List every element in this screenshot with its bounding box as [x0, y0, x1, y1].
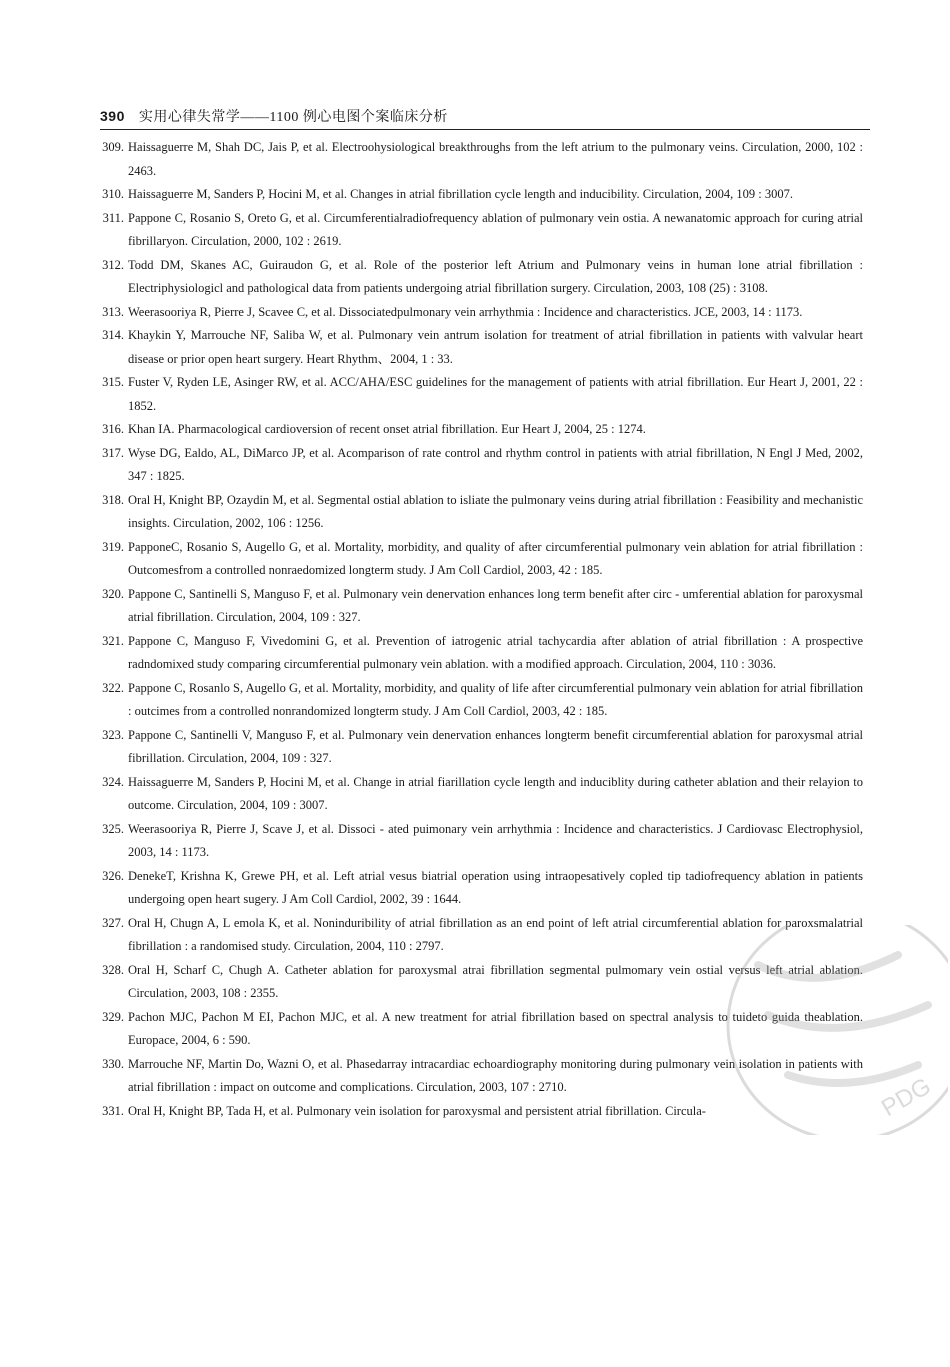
reference-number: 329. [102, 1009, 124, 1024]
reference-number: 326. [102, 868, 124, 883]
reference-item [88, 489, 863, 536]
reference-item [88, 254, 863, 301]
reference-text: Todd DM, Skanes AC, Guiraudon G, et al. Role of the posterior left Atrium and Pulmonary veins in human lone atrial fibrillation : Electriphysiologicl and pathological data from patients undergoing atrial fibrillation surgery. Circulation, 2003, 108 (25) : 3108. [128, 257, 863, 295]
reference-text: Pappone C, Santinelli V, Manguso F, et al. Pulmonary vein denervation enhances longterm benefit circumferential ablation for paroxysmal atrial fibrillation. Circulation, 2004, 109 : 327. [128, 727, 863, 765]
reference-text: PapponeC, Rosanio S, Augello G, et al. Mortality, morbidity, and quality of after circumferential pulmonary vein ablation for atrial fibrillation : Outcomesfrom a controlled nonraedomized longterm study. J Am Coll Cardiol, 2003, 42 : 185. [128, 539, 863, 577]
reference-number: 309. [102, 140, 124, 154]
reference-text: Oral H, Knight BP, Ozaydin M, et al. Segmental ostial ablation to isliate the pulmonary veins during atrial fibrillation : Feasibility and mechanistic insights. Circulation, 2002, 106 : 1256. [128, 492, 863, 530]
reference-text: Haissaguerre M, Sanders P, Hocini M, et al. Change in atrial fiarillation cycle length and induciblity during catheter ablation and their relayion to outcome. Circulation, 2004, 109 : 3007. [128, 774, 863, 812]
reference-number: 311. [102, 210, 124, 225]
book-title: 实用心律失常学——1100 例心电图个案临床分析 [138, 110, 448, 125]
reference-item [88, 536, 863, 583]
reference-text: Weerasooriya R, Pierre J, Scavee C, et al. Dissociatedpulmonary vein arrhythmia : Incidence and characteristics. JCE, 2003, 14 : 1173. [128, 304, 803, 319]
reference-text: Khan IA. Pharmacological cardioversion of recent onset atrial fibrillation. Eur Heart J, 2004, 25 : 1274. [128, 422, 646, 436]
reference-text: Oral H, Knight BP, Tada H, et al. Pulmonary vein isolation for paroxysmal and persistent atrial fibrillation. Circula- [128, 1103, 706, 1118]
reference-number: 314. [102, 328, 124, 342]
reference-number: 316. [102, 422, 124, 436]
reference-item [88, 677, 863, 724]
reference-text: Pappone C, Rosanlo S, Augello G, et al. Mortality, morbidity, and quality of life after circumferential pulmonary vein ablation for atrial fibrillation : outcimes from a controlled nonrandomized longterm study. J Am Coll Cardiol, 2003, 42 : 185. [128, 680, 863, 718]
reference-number: 328. [102, 962, 124, 977]
reference-text: Wyse DG, Ealdo, AL, DiMarco JP, et al. Acomparison of rate control and rhythm control in patients with atrial fibrillation, N Engl J Med, 2002, 347 : 1825. [128, 445, 863, 483]
reference-number: 313. [102, 304, 124, 319]
reference-item [88, 771, 863, 818]
reference-item [88, 136, 863, 183]
reference-item [88, 818, 863, 865]
reference-number: 323. [102, 727, 124, 742]
reference-text: Pappone C, Santinelli S, Manguso F, et al. Pulmonary vein denervation enhances long term benefit after circ - umferential ablation for paroxysmal atrial fibrillation. Circulation, 2004, 109 : 327. [128, 586, 863, 624]
reference-item [88, 630, 863, 677]
reference-number: 319. [102, 539, 124, 554]
reference-text: Haissaguerre M, Sanders P, Hocini M, et al. Changes in atrial fibrillation cycle length and inducibility. Circulation, 2004, 109 : 3007. [128, 187, 794, 201]
reference-item [88, 183, 863, 207]
reference-number: 330. [102, 1056, 124, 1071]
reference-number: 317. [102, 445, 124, 460]
reference-item [88, 371, 863, 418]
reference-text: Pappone C, Rosanio S, Oreto G, et al. Circumferentialradiofrequency ablation of pulmonary vein ostia. A newanatomic approach for curing atrial fibrillaryon. Circulation, 2000, 102 : 2619. [128, 210, 863, 248]
reference-item [88, 865, 863, 912]
reference-number: 325. [102, 821, 124, 836]
reference-item [88, 324, 863, 371]
reference-text: DenekeT, Krishna K, Grewe PH, et al. Left atrial vesus biatrial operation using intraopesatively copled tip tadiofrequency ablation in patients undergoing open heart sugery. J Am Coll Cardiol, 2002, 39 : 1644. [128, 868, 863, 906]
reference-item [88, 418, 863, 442]
reference-text: Marrouche NF, Martin Do, Wazni O, et al. Phasedarray intracardiac echoardiography monitoring during pulmonary vein isolation in patients with atrial fibrillation : impact on outcome and complications. Circulation, 2003, 107 : 2710. [128, 1056, 863, 1094]
reference-text: Pachon MJC, Pachon M EI, Pachon MJC, et al. A new treatment for atrial fibrillation based on spectral analysis to tuideto guida theablation. Europace, 2004, 6 : 590. [128, 1009, 863, 1047]
header-rule [100, 129, 870, 130]
reference-text: Weerasooriya R, Pierre J, Scave J, et al. Dissoci - ated puimonary vein arrhythmia : Incidence and characteristics. J Cardiovasc Electrophysiol, 2003, 14 : 1173. [128, 821, 863, 859]
reference-text: Fuster V, Ryden LE, Asinger RW, et al. ACC/AHA/ESC guidelines for the management of patients with atrial fibrillation. Eur Heart J, 2001, 22 : 1852. [128, 375, 863, 413]
reference-item [88, 301, 863, 325]
reference-item [88, 583, 863, 630]
reference-item [88, 207, 863, 254]
reference-number: 321. [102, 633, 124, 648]
reference-item [88, 442, 863, 489]
reference-number: 331. [102, 1103, 124, 1118]
reference-number: 320. [102, 586, 124, 601]
reference-number: 327. [102, 915, 124, 930]
reference-text: Oral H, Chugn A, L emola K, et al. Noninduribility of atrial fibrillation as an end point of left atrial circumferential ablation for paroxsmalatrial fibrillation : a randomised study. Circulation, 2004, 110 : 2797. [128, 915, 863, 953]
reference-number: 312. [102, 257, 124, 272]
reference-number: 324. [102, 774, 124, 789]
running-header [100, 106, 870, 128]
page-number: 390 [100, 108, 125, 124]
reference-item [88, 724, 863, 771]
reference-number: 318. [102, 492, 124, 507]
watermark-label: PDG [877, 1072, 936, 1123]
reference-text: Pappone C, Manguso F, Vivedomini G, et al. Prevention of iatrogenic atrial tachycardia after ablation of atrial fibrillation : A prospective radndomixed study comparing circumferential pulmonary vein ablation. with a modified approach. Circulation, 2004, 110 : 3036. [128, 633, 863, 671]
reference-text: Khaykin Y, Marrouche NF, Saliba W, et al. Pulmonary vein antrum isolation for treatment of atrial fibrillation in patients with valvular heart disease or prior open heart surgery. Heart Rhythm、2004, 1 : 33. [128, 328, 863, 366]
reference-number: 322. [102, 680, 124, 695]
reference-text: Oral H, Scharf C, Chugh A. Catheter ablation for paroxysmal atrai fibrillation segmental pulmomary vein ostial versus left atrial ablation. Circulation, 2003, 108 : 2355. [128, 962, 863, 1000]
watermark-seal-icon [698, 925, 948, 1135]
reference-number: 310. [102, 187, 124, 201]
reference-text: Haissaguerre M, Shah DC, Jais P, et al. Electroohysiological breakthroughs from the left atrium to the pulmonary veins. Circulation, 2000, 102 : 2463. [128, 140, 863, 178]
reference-number: 315. [102, 375, 124, 389]
